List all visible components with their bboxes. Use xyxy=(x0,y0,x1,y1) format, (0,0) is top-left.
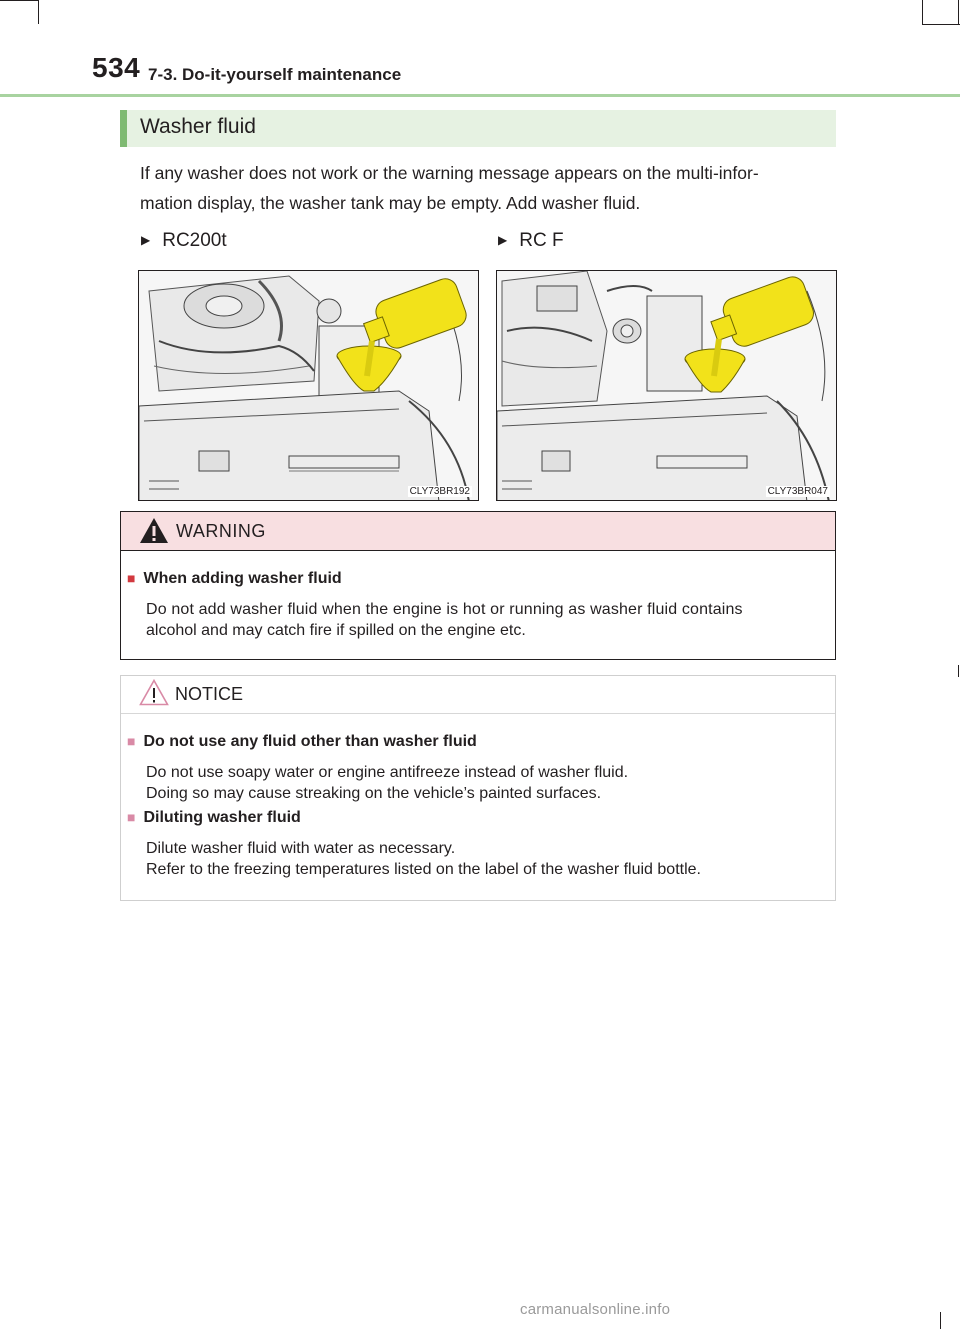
engine-bay-drawing xyxy=(139,271,479,501)
variant-name: RC F xyxy=(519,230,564,251)
intro-line: mation display, the washer tank may be empty. Add washer fluid. xyxy=(140,193,641,213)
engine-bay-illustration-rcf xyxy=(496,270,837,501)
square-bullet-icon: ■ xyxy=(127,570,136,586)
notice-line: Refer to the freezing temperatures listed on the label of the washer fluid bottle. xyxy=(146,861,701,878)
warning-title: WARNING xyxy=(176,521,266,541)
variant-label-rc200t xyxy=(141,230,227,252)
notice-title: NOTICE xyxy=(175,684,244,704)
illustration-code: CLY73BR192 xyxy=(409,486,470,497)
intro-line: If any washer does not work or the warning message appears on the multi-infor- xyxy=(140,163,759,183)
header-divider xyxy=(0,94,960,97)
illustration-code: CLY73BR047 xyxy=(767,486,828,497)
intro-paragraph xyxy=(140,158,840,218)
notice-body xyxy=(146,762,826,804)
variant-label-rcf xyxy=(498,230,564,252)
notice-line: Dilute washer fluid with water as necessary. xyxy=(146,840,456,857)
crop-mark xyxy=(958,0,959,24)
warning-subheading xyxy=(127,570,342,588)
notice-body xyxy=(146,838,826,880)
square-bullet-icon: ■ xyxy=(127,809,136,825)
crop-mark xyxy=(0,0,38,1)
warning-line: Do not add washer fluid when the engine is hot or running as washer fluid contains xyxy=(146,601,743,618)
notice-line: Doing so may cause streaking on the vehicle’s painted surfaces. xyxy=(146,785,602,802)
square-bullet-icon: ■ xyxy=(127,733,136,749)
notice-header-divider xyxy=(121,713,835,714)
notice-subheading-text: Diluting washer fluid xyxy=(143,809,301,826)
notice-subheading-text: Do not use any fluid other than washer fluid xyxy=(143,733,477,750)
section-title: Washer fluid xyxy=(140,115,256,138)
caution-triangle-icon xyxy=(139,679,169,711)
notice-subheading xyxy=(127,733,477,751)
warning-line: alcohol and may catch fire if spilled on the engine etc. xyxy=(146,622,526,639)
crop-mark xyxy=(38,0,39,24)
triangle-arrow-icon: ▶ xyxy=(498,233,508,247)
crop-mark xyxy=(940,1312,941,1329)
site-watermark[interactable]: carmanualsonline.info xyxy=(520,1301,671,1318)
crop-mark xyxy=(958,665,959,677)
notice-subheading xyxy=(127,809,301,827)
chapter-title: 7-3. Do-it-yourself maintenance xyxy=(148,65,402,84)
triangle-arrow-icon: ▶ xyxy=(141,233,151,247)
engine-bay-drawing xyxy=(497,271,837,501)
crop-mark xyxy=(922,24,960,25)
warning-triangle-icon xyxy=(139,517,169,549)
notice-line: Do not use soapy water or engine antifreeze instead of washer fluid. xyxy=(146,764,629,781)
warning-body xyxy=(146,599,826,641)
variant-name: RC200t xyxy=(162,230,227,251)
page-number: 534 xyxy=(92,52,141,83)
section-heading-accent xyxy=(120,110,127,147)
crop-mark xyxy=(922,0,923,24)
warning-subheading-text: When adding washer fluid xyxy=(143,570,342,587)
engine-bay-illustration-rc200t xyxy=(138,270,479,501)
